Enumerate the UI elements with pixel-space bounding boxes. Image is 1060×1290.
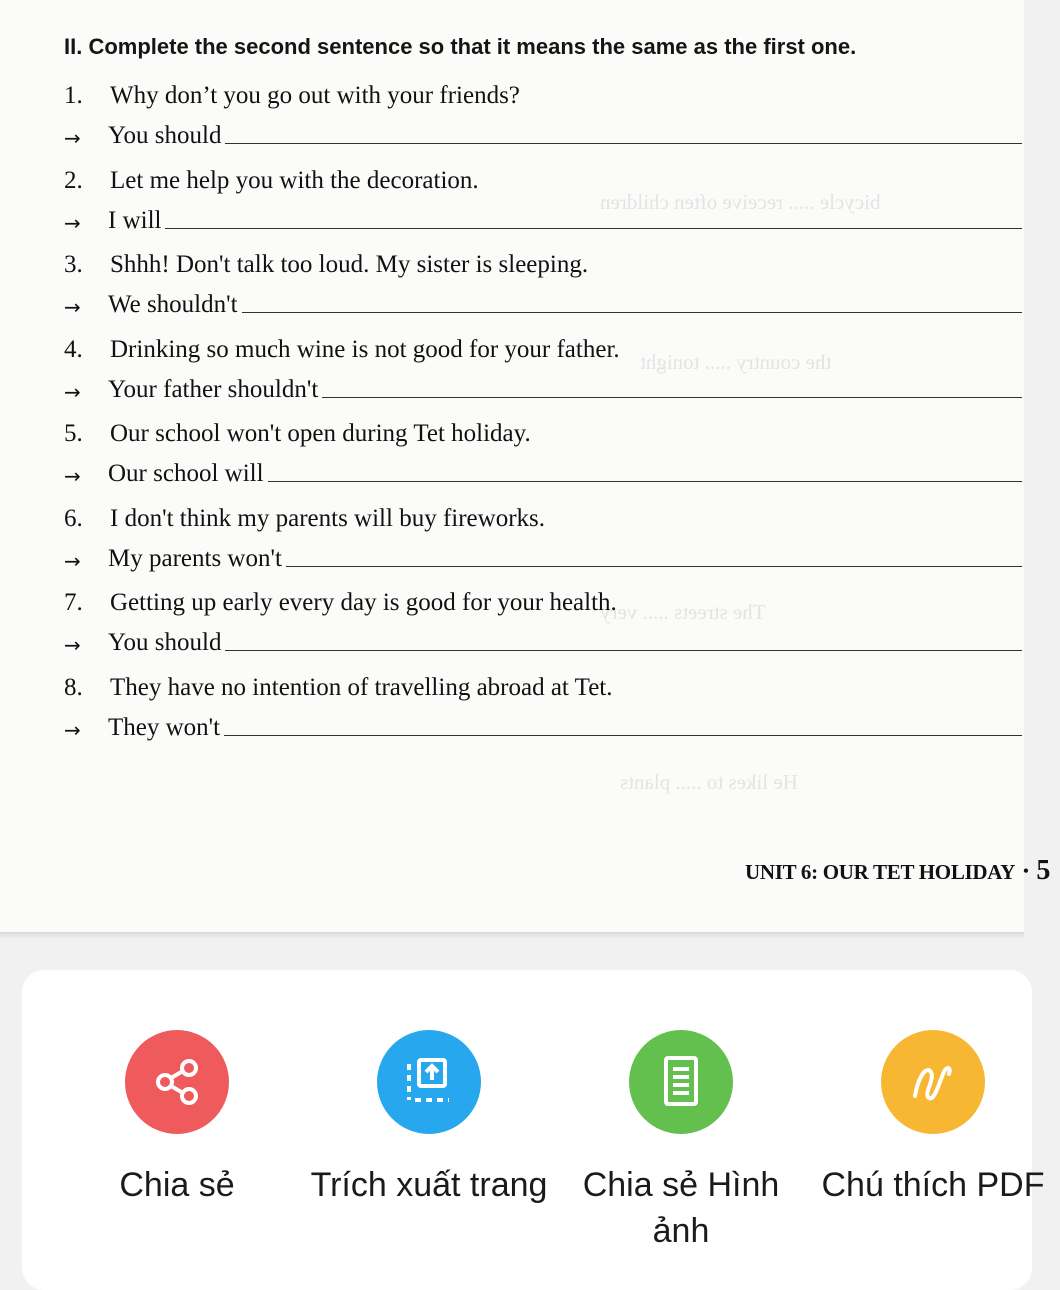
- question-text: Getting up early every day is good for your health.: [110, 589, 617, 616]
- answer-row-2: [64, 207, 1022, 235]
- annotate-icon: [905, 1054, 961, 1110]
- question-8: [64, 674, 613, 702]
- share-sheet: [22, 970, 1045, 1290]
- arrow-icon: →: [64, 210, 81, 235]
- answer-row-7: [64, 629, 1022, 657]
- page-shadow: [0, 932, 1024, 938]
- question-text: They have no intention of travelling abroad at Tet.: [110, 673, 613, 701]
- share-image-label: Chia sẻ Hình ảnh: [582, 1166, 780, 1250]
- answer-row-1: [64, 122, 1022, 150]
- answer-blank[interactable]: [224, 734, 1022, 736]
- question-text: Our school won't open during Tet holiday.: [110, 420, 531, 447]
- page-number: 5: [1036, 855, 1051, 886]
- answer-blank[interactable]: [286, 565, 1022, 567]
- arrow-icon: →: [64, 126, 81, 150]
- answer-row-3: [64, 291, 1022, 319]
- question-3: [64, 251, 588, 279]
- answer-prefix: I will: [108, 206, 162, 234]
- question-number: 5.: [64, 420, 83, 447]
- arrow-icon: →: [64, 464, 81, 488]
- answer-prefix: They won't: [108, 713, 221, 741]
- answer-prefix: You should: [108, 629, 222, 656]
- annotate-pdf-circle[interactable]: [881, 1030, 985, 1134]
- section-title: II. Complete the second sentence so that it means the same as the first one.: [64, 34, 857, 59]
- answer-prefix: My parents won't: [108, 544, 282, 572]
- question-number: 8.: [64, 673, 83, 701]
- question-number: 1.: [64, 82, 83, 109]
- question-number: 7.: [64, 589, 83, 616]
- arrow-icon: →: [64, 717, 81, 742]
- question-6: [64, 505, 545, 533]
- answer-blank[interactable]: [225, 649, 1022, 651]
- page-footer: [745, 855, 1050, 887]
- extract-page-icon: [401, 1054, 457, 1110]
- question-1: [64, 82, 520, 110]
- unit-title: UNIT 6: OUR TET HOLIDAY: [745, 860, 1016, 884]
- share-circle[interactable]: [125, 1030, 229, 1134]
- answer-row-8: [64, 714, 1022, 742]
- question-number: 3.: [64, 251, 83, 278]
- annotate-pdf-label: Chú thích PDF: [821, 1166, 1045, 1204]
- extract-page-label: Trích xuất trang: [310, 1166, 548, 1204]
- question-text: Why don’t you go out with your friends?: [110, 82, 520, 109]
- answer-blank[interactable]: [225, 142, 1022, 144]
- question-number: 4.: [64, 335, 83, 363]
- answer-row-4: [64, 376, 1022, 404]
- question-text: Shhh! Don't talk too loud. My sister is sleeping.: [110, 251, 589, 278]
- footer-dot: •: [1023, 863, 1029, 880]
- answer-prefix: Our school will: [108, 460, 264, 487]
- arrow-icon: →: [64, 295, 81, 319]
- worksheet-page: bicycle ..... receive often children the country ..... tonight The streets ..... very He likes to ..... plants II. Complete the second sentence so that it means the same as the first one. 1. Why don’t you go out with your friends? → You should 2. Let me help you with the decoration. → I will 3. Shhh! Don't talk too loud. My sister is sleeping. → We shouldn't 4. Drinking so much wine is not good for your father. → Your father shouldn't 5. Our school won't open during Tet holiday. → Our school will 6. I don't think my parents will buy fireworks. → My parents won't 7. Getting up early every day is good for your health. → You should 8. They have no intention of travelling abroad at Tet. → They won't UNIT 6: OUR TET HOLIDAY • 5: [0, 0, 1024, 932]
- arrow-icon: →: [64, 633, 81, 657]
- arrow-icon: →: [64, 548, 81, 573]
- answer-blank[interactable]: [268, 480, 1022, 482]
- question-4: [64, 336, 620, 364]
- question-7: [64, 589, 617, 617]
- question-2: [64, 167, 479, 195]
- extract-page-circle[interactable]: [377, 1030, 481, 1134]
- question-text: Let me help you with the decoration.: [110, 166, 479, 194]
- arrow-icon: →: [64, 379, 81, 404]
- question-number: 2.: [64, 166, 83, 194]
- answer-row-6: [64, 545, 1022, 573]
- answer-row-5: [64, 460, 1022, 488]
- answer-blank[interactable]: [322, 396, 1022, 398]
- question-number: 6.: [64, 504, 83, 532]
- answer-blank[interactable]: [165, 227, 1022, 229]
- answer-prefix: We shouldn't: [108, 291, 238, 318]
- answer-blank[interactable]: [242, 311, 1022, 313]
- answer-prefix: Your father shouldn't: [108, 375, 319, 403]
- share-icon: [151, 1056, 203, 1108]
- question-text: Drinking so much wine is not good for your father.: [110, 335, 620, 363]
- share-image-circle[interactable]: [629, 1030, 733, 1134]
- question-5: [64, 420, 531, 448]
- answer-prefix: You should: [108, 122, 222, 149]
- document-image-icon: [656, 1054, 706, 1110]
- question-text: I don't think my parents will buy fireworks.: [110, 504, 545, 532]
- share-label: Chia sẻ: [119, 1166, 235, 1204]
